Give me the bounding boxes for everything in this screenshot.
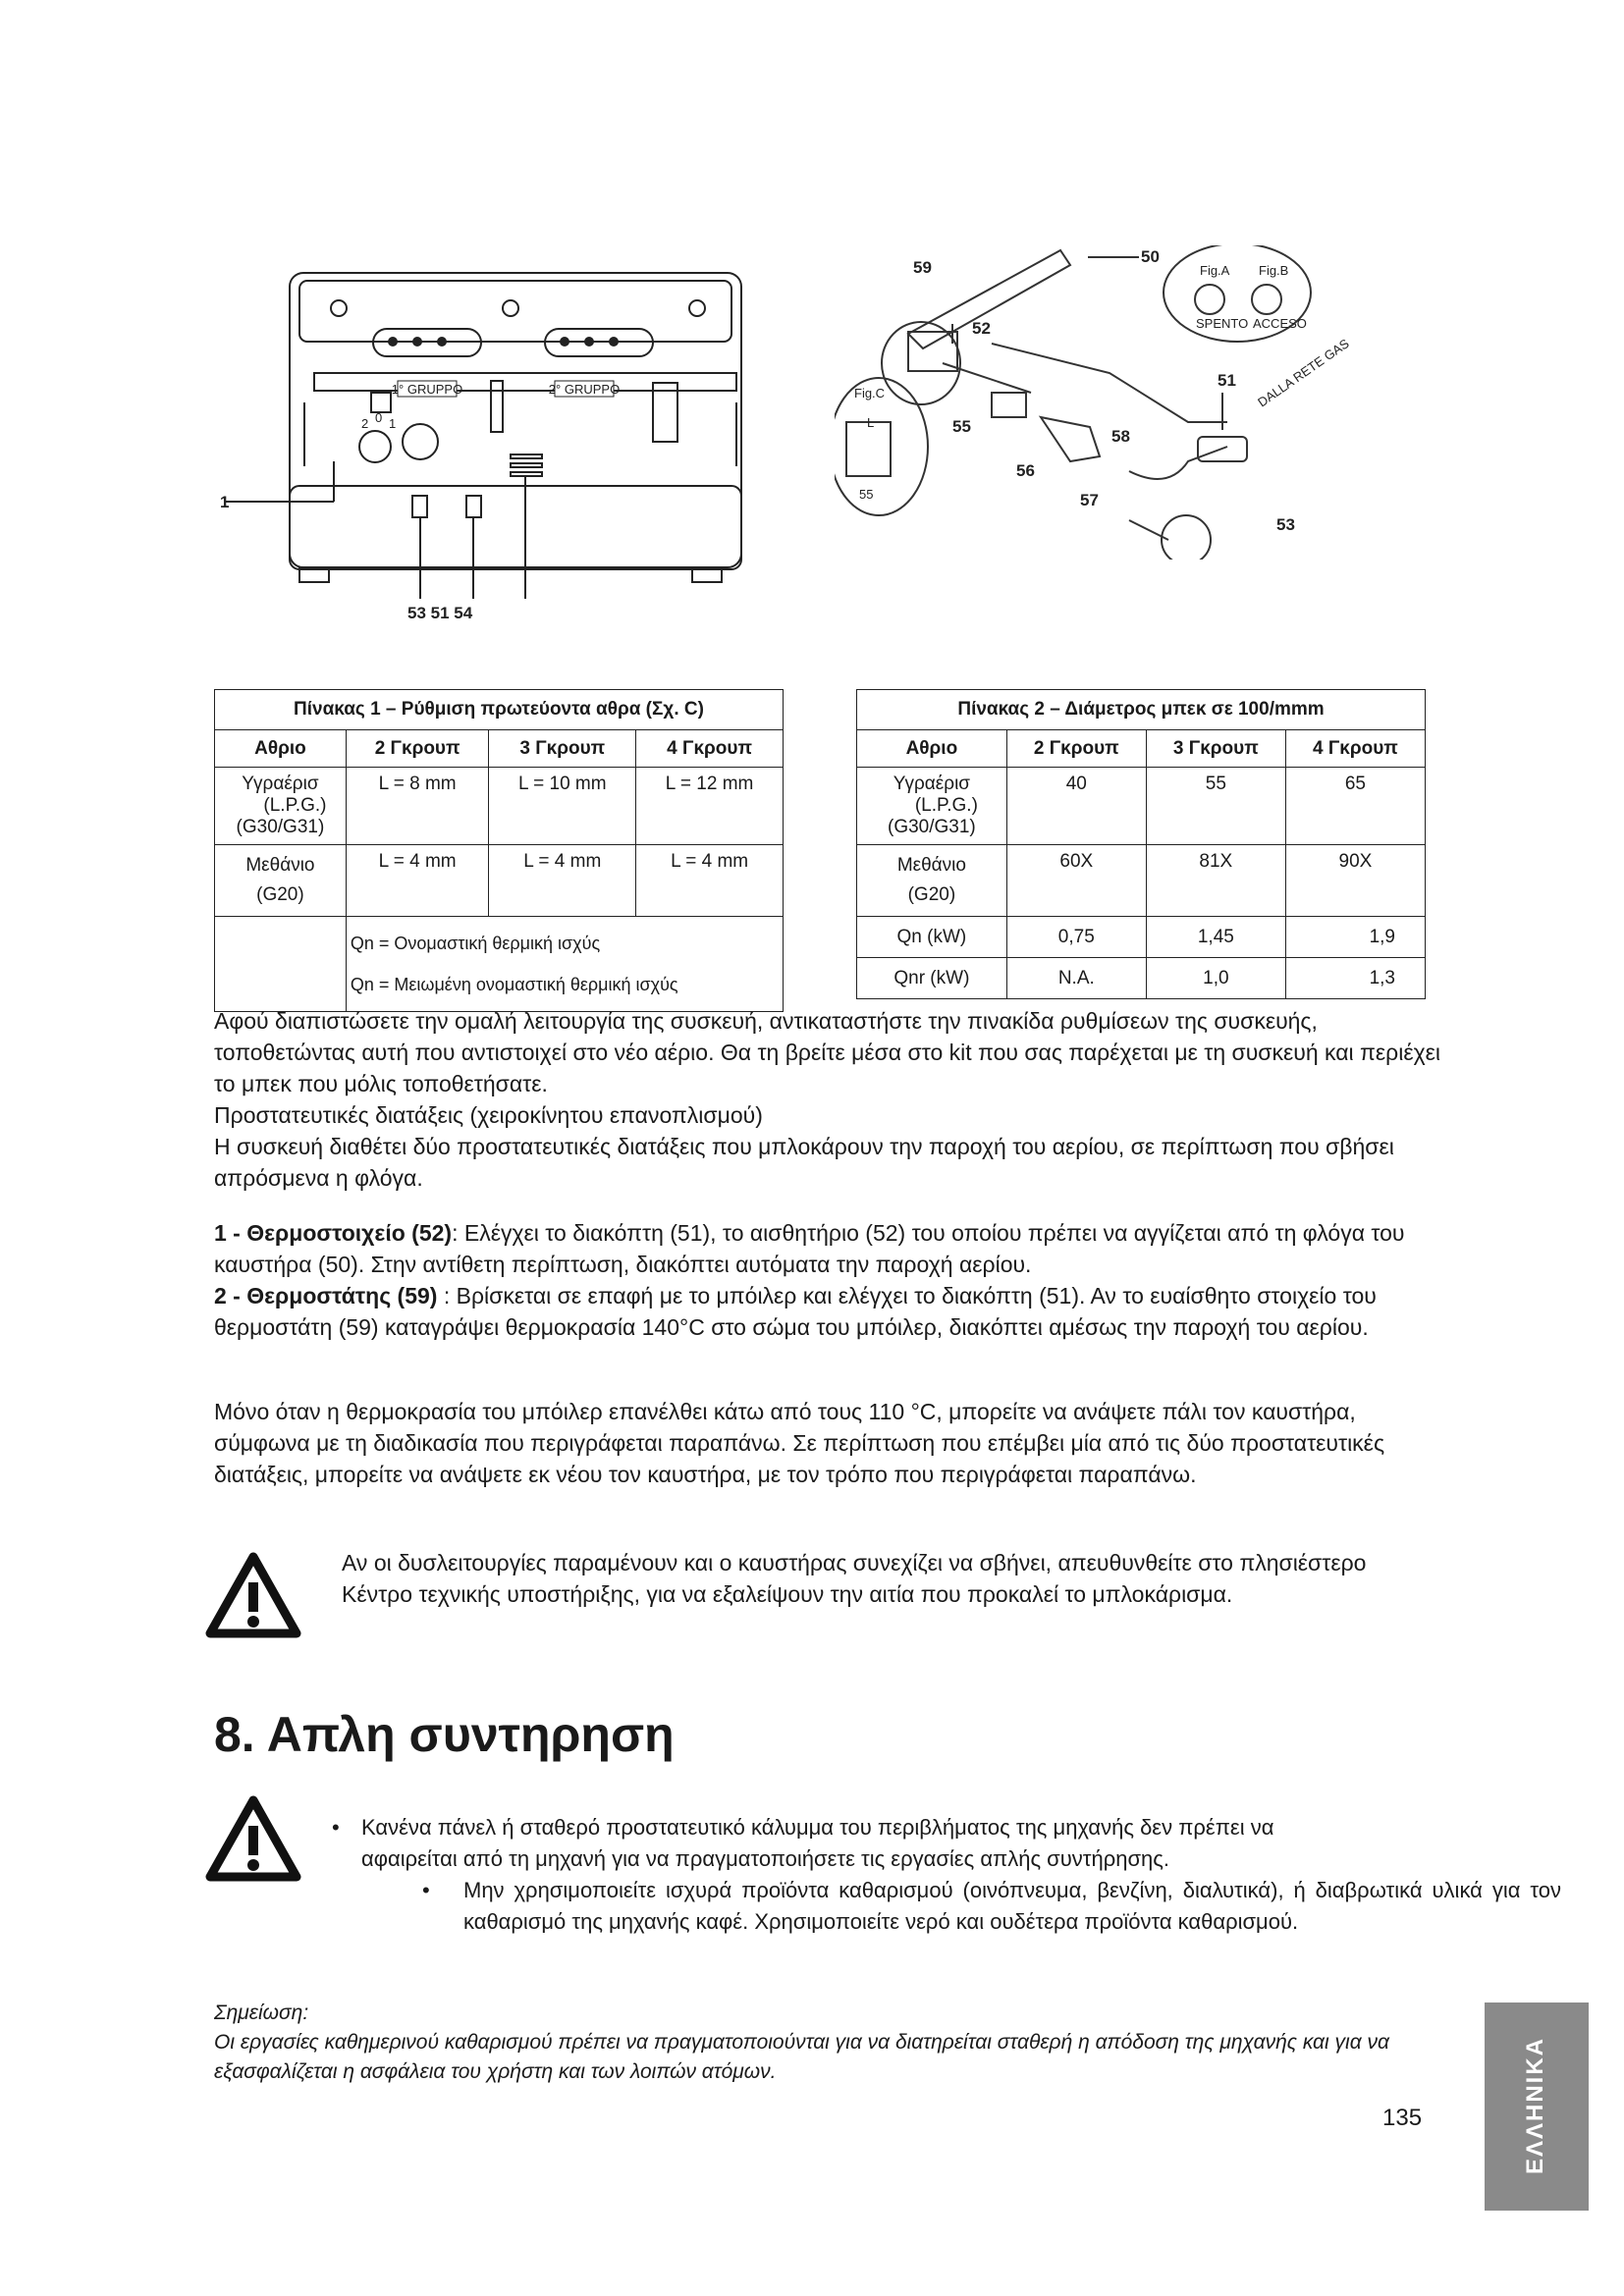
bullet-panels-text: Κανένα πάνελ ή σταθερό προστατευτικό κάλυμμα του περιβλήματος της μηχανής δεν πρέπει να αφαιρείται από τη μηχανή για να πραγματοποιήσετε τις εργασίες απλής συντήρησης. bbox=[361, 1815, 1274, 1871]
machine-front-diagram bbox=[206, 265, 756, 638]
table1-note: Qn = Ονομαστική θερμική ισχύς bbox=[350, 934, 601, 953]
table1-note: Qn = Μειωμένη ονομαστική θερμική ισχύς bbox=[350, 975, 678, 994]
callout-50: 50 bbox=[1141, 247, 1160, 266]
item-thermocouple-title: 1 - Θερμοστοιχείο (52) bbox=[214, 1220, 453, 1246]
spento-label: SPENTO bbox=[1196, 316, 1249, 331]
table-cell: 60X bbox=[1006, 845, 1146, 917]
table-cell: 1,45 bbox=[1146, 917, 1285, 958]
table1-header: 3 Γκρουπ bbox=[489, 730, 636, 768]
knob-pos-1: 1 bbox=[389, 416, 397, 431]
bullet-cleaning-text: Μην χρησιμοποιείτε ισχυρά προϊόντα καθαρισμού (οινόπνευμα, βενζίνη, διαλυτικά), ή διαβρωτικά υλικά για τον καθαρισμό της μηχανής καφέ. Χρησιμοποιείτε νερό και ουδέτερα προϊόντα καθαρισμού. bbox=[463, 1878, 1561, 1934]
item-thermostat-title: 2 - Θερμοστάτης (59) bbox=[214, 1283, 438, 1308]
table-row bbox=[215, 845, 784, 917]
table1-header: 2 Γκρουπ bbox=[346, 730, 489, 768]
callout-51: 51 bbox=[1218, 371, 1236, 390]
table-cell: L = 10 mm bbox=[489, 768, 636, 845]
callout-bottom: 53 51 54 bbox=[407, 604, 473, 622]
table-row bbox=[857, 768, 1426, 845]
gas-type: (L.P.G.) bbox=[914, 795, 978, 816]
table-cell: 1,3 bbox=[1285, 958, 1425, 999]
page-number: 135 bbox=[1382, 2105, 1423, 2131]
table-cell: N.A. bbox=[1006, 958, 1146, 999]
callout-55-figc: 55 bbox=[859, 487, 874, 502]
table2-header: 2 Γκρουπ bbox=[1006, 730, 1146, 768]
warning-text: Αν οι δυσλειτουργίες παραμένουν και ο καυστήρας συνεχίζει να σβήνει, απευθυνθείτε στο πλησιέστερο Κέντρο τεχνικής υποστήριξης, για να εξαλείψουν την αιτία που προκαλεί το μπλοκάρισμα. bbox=[342, 1550, 1367, 1607]
group1-label: 1° GRUPPO bbox=[391, 382, 463, 397]
item-thermocouple-text: : Ελέγχει το διακόπτη (51), το αισθητήριο (52) του οποίου πρέπει να αγγίζεται από τη φλόγα του καυστήρα (50). Στην αντίθετη περίπτωση, διακόπτει αυτόματα την παροχή αερίου. bbox=[214, 1220, 1405, 1277]
callout-59: 59 bbox=[913, 258, 932, 277]
fig-a-label: Fig.A bbox=[1200, 263, 1230, 278]
table-cell: Qn (kW) bbox=[857, 917, 1007, 958]
gas-name: Μεθάνιο bbox=[896, 855, 966, 876]
gas-code: (G30/G31) bbox=[888, 817, 976, 837]
table-cell: 90X bbox=[1285, 845, 1425, 917]
table-row bbox=[857, 845, 1426, 917]
table-injector-setting bbox=[214, 689, 784, 1012]
gas-name: Υγραέρισ bbox=[893, 774, 971, 794]
callout-58: 58 bbox=[1111, 427, 1130, 446]
item-thermocouple bbox=[214, 1217, 1451, 1280]
table2-header: Αθριο bbox=[857, 730, 1007, 768]
callout-1: 1 bbox=[220, 493, 230, 511]
table-cell: L = 4 mm bbox=[636, 845, 784, 917]
gas-name: Μεθάνιο bbox=[245, 855, 315, 876]
callout-57: 57 bbox=[1080, 491, 1099, 509]
callout-52: 52 bbox=[972, 319, 991, 338]
dimension-l: L bbox=[867, 415, 875, 430]
callout-56: 56 bbox=[1016, 461, 1035, 480]
note-title: Σημείωση: bbox=[214, 2002, 309, 2024]
table-cell: 0,75 bbox=[1006, 917, 1146, 958]
item-thermostat bbox=[214, 1280, 1451, 1343]
table-cell: L = 4 mm bbox=[489, 845, 636, 917]
table-row bbox=[857, 917, 1426, 958]
knob-pos-2: 2 bbox=[361, 416, 369, 431]
table-cell: 81X bbox=[1146, 845, 1285, 917]
table-cell: 1,0 bbox=[1146, 958, 1285, 999]
knob-pos-0: 0 bbox=[375, 410, 383, 425]
table-cell: L = 8 mm bbox=[346, 768, 489, 845]
table2-header: 4 Γκρουπ bbox=[1285, 730, 1425, 768]
fig-c-label: Fig.C bbox=[854, 386, 886, 400]
table1-header: Αθριο bbox=[215, 730, 347, 768]
table2-header: 3 Γκρουπ bbox=[1146, 730, 1285, 768]
paragraph-reset: Μόνο όταν η θερμοκρασία του μπόιλερ επανέλθει κάτω από τους 110 °C, μπορείτε να ανάψετε πάλι τον καυστήρα, σύμφωνα με τη διαδικασία που περιγράφεται παραπάνω. Σε περίπτωση που επέμβει μία από τις δύο προστατευτικές διατάξεις, μπορείτε να ανάψετε εκ νέου τον καυστήρα, με τον τρόπο που περιγράφεται παραπάνω. bbox=[214, 1399, 1385, 1487]
section-heading: 8. Απλη συντηρηση bbox=[214, 1707, 675, 1762]
table1-caption: Πίνακας 1 – Ρύθμιση πρωτεύοντα αθρα (Σχ. C) bbox=[215, 690, 784, 730]
bullet-panels: • Κανένα πάνελ ή σταθερό προστατευτικό κάλυμμα του περιβλήματος της μηχανής δεν πρέπει να αφαιρείται από τη μηχανή για να πραγματοποιήσετε τις εργασίες απλής συντήρησης. bbox=[332, 1815, 1274, 1871]
table-cell: L = 4 mm bbox=[346, 845, 489, 917]
language-tab-label: ΕΛΛΗΝΙΚΑ bbox=[1522, 2036, 1548, 2174]
warning-icon bbox=[204, 1551, 302, 1639]
gas-name: Υγραέρισ bbox=[242, 774, 319, 794]
bullet-cleaning: • Μην χρησιμοποιείτε ισχυρά προϊόντα καθαρισμού (οινόπνευμα, βενζίνη, διαλυτικά), ή διαβρωτικά υλικά για τον καθαρισμό της μηχανής καφέ. Χρησιμοποιείτε νερό και ουδέτερα προϊόντα καθαρισμού. bbox=[422, 1878, 1561, 1934]
callout-55: 55 bbox=[952, 417, 971, 436]
burner-assembly-diagram bbox=[835, 245, 1404, 560]
gas-code: (G20) bbox=[256, 884, 304, 905]
gas-type: (L.P.G.) bbox=[263, 795, 327, 816]
table-cell: 55 bbox=[1146, 768, 1285, 845]
table2-caption: Πίνακας 2 – Διάμετρος μπεκ σε 100/mmm bbox=[857, 690, 1426, 730]
paragraph-protective: Η συσκευή διαθέτει δύο προστατευτικές διατάξεις που μπλοκάρουν την παροχή του αερίου, σε περίπτωση που σβήσει απρόσμενα η φλόγα. bbox=[214, 1134, 1394, 1191]
acceso-label: ACCESO bbox=[1253, 316, 1307, 331]
fig-b-label: Fig.B bbox=[1259, 263, 1289, 278]
group2-label: 2° GRUPPO bbox=[548, 382, 621, 397]
callout-53: 53 bbox=[1276, 515, 1295, 534]
language-tab bbox=[1485, 2002, 1589, 2211]
warning-icon bbox=[204, 1794, 302, 1883]
table-row bbox=[215, 768, 784, 845]
table-row bbox=[857, 958, 1426, 999]
table-cell: 40 bbox=[1006, 768, 1146, 845]
gas-code: (G20) bbox=[907, 884, 956, 905]
item-thermostat-text: : Βρίσκεται σε επαφή με το μπόιλερ και ελέγχει το διακόπτη (51). Αν το ευαίσθητο στοιχείο του θερμοστάτη (59) καταγράψει θερμοκρασία 140°C στο σώμα του μπόιλερ, διακόπτει αμέσως την παροχή του αερίου. bbox=[214, 1283, 1377, 1340]
table-cell: 65 bbox=[1285, 768, 1425, 845]
table-nozzle-diameter bbox=[856, 689, 1426, 999]
table-cell: L = 12 mm bbox=[636, 768, 784, 845]
note-text: Οι εργασίες καθημερινού καθαρισμού πρέπει να πραγματοποιούνται για να διατηρείται σταθερή η απόδοση της μηχανής και για να εξασφαλίζεται η ασφάλεια του χρήστη και των λοιπών ατόμων. bbox=[214, 2031, 1389, 2083]
paragraph-kit: Αφού διαπιστώσετε την ομαλή λειτουργία της συσκευή, αντικαταστήστε την πινακίδα ρυθμίσεων της συσκευής, τοποθετώντας αυτή που αντιστοιχεί στο νέο αέριο. Θα τη βρείτε μέσα στο kit που σας παρέχεται με τη συσκευή και περιέχει το μπεκ που μόλις τοποθετήσατε. bbox=[214, 1008, 1441, 1096]
gas-code: (G30/G31) bbox=[236, 817, 325, 837]
paragraph-protective-title: Προστατευτικές διατάξεις (χειροκίνητου επανοπλισμού) bbox=[214, 1102, 763, 1128]
table-cell: Qnr (kW) bbox=[857, 958, 1007, 999]
table-cell: 1,9 bbox=[1285, 917, 1425, 958]
rete-gas-label: DALLA RETE GAS bbox=[1255, 336, 1352, 410]
table1-header: 4 Γκρουπ bbox=[636, 730, 784, 768]
